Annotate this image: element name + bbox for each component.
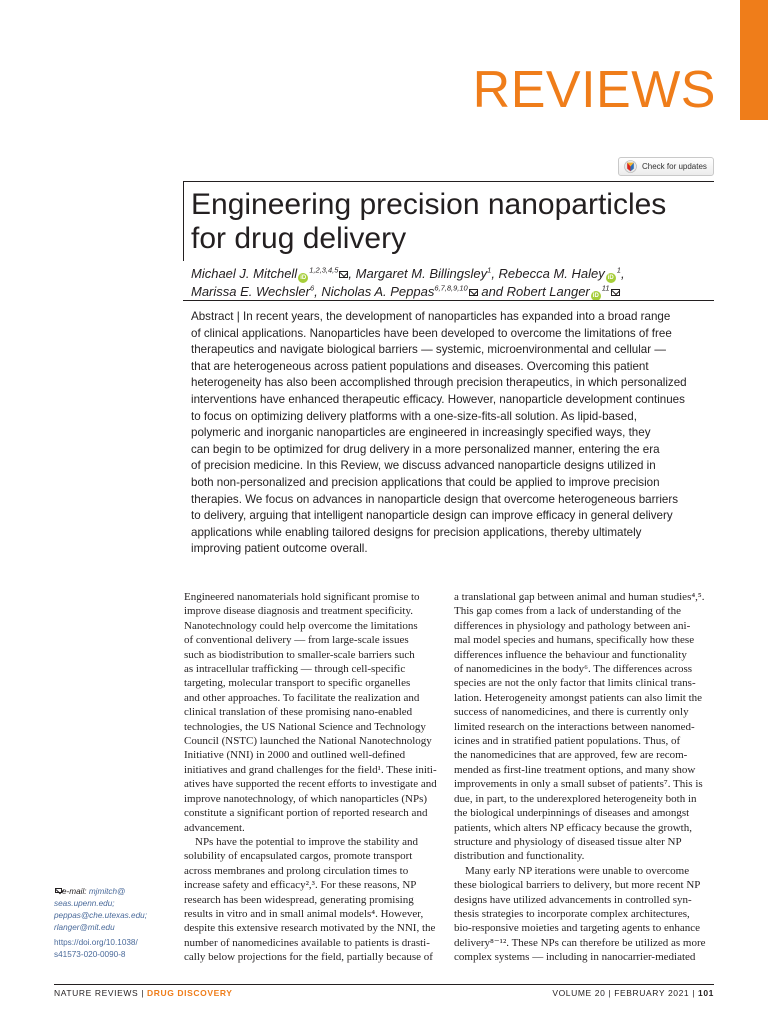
email-icon (55, 888, 62, 893)
check-for-updates-label: Check for updates (642, 162, 707, 171)
section-color-tab (740, 0, 768, 120)
footer-divider (54, 984, 714, 985)
footer-divider-mark: | (608, 988, 612, 998)
abstract-line: polymeric and inorganic nanoparticles are engineered in increasingly specified ways, they (191, 426, 651, 440)
body-line: distribution and functionality. (454, 850, 585, 863)
abstract-text: In recent years, the development of nanoparticles has expanded into a broad range (243, 310, 671, 323)
body-line: and other approaches. To facilitate the realization and (184, 691, 420, 704)
body-line: atives have supported the recent efforts to investigate and (184, 778, 437, 791)
author-name[interactable]: Robert Langer (506, 284, 590, 299)
body-line: research has been widespread, generating promising (184, 893, 414, 906)
abstract-line: both non-personalized and precision applications that could be applied to improve precision (191, 475, 660, 489)
orcid-icon[interactable]: iD (607, 275, 614, 281)
email-icon[interactable] (611, 289, 620, 296)
body-line: mended as first-line treatment options, and many show (454, 763, 696, 776)
issue-date: FEBRUARY 2021 (614, 988, 690, 998)
body-line: clinical translation of these promising nano-enabled (184, 706, 413, 719)
abstract-line: of clinical applications. Nanoparticles have been developed to overcome the limitations of free (191, 326, 672, 340)
abstract-line: of precision medicine. In this Review, we discuss advanced nanoparticle designs utilized in (191, 459, 656, 473)
orcid-icon[interactable]: iD (592, 293, 599, 299)
body-line: solubility of encapsulated cargos, promote transport (184, 850, 413, 863)
issue-footer (552, 988, 714, 998)
author-name[interactable]: Michael J. Mitchell (191, 266, 298, 281)
title-line-2: for drug delivery (191, 222, 407, 255)
body-line: bio-responsive moieties and targeting agents to enhance (454, 922, 701, 935)
email-icon[interactable] (469, 289, 478, 296)
body-line: limited research on the interactions between nanomed- (454, 720, 695, 733)
email-link[interactable]: mjmitch@ (88, 887, 126, 896)
author-affiliation: 1 (487, 265, 492, 275)
body-line: icines and in stratified patient populations. Thus, of (454, 735, 681, 748)
body-line: designs have utilized advancements in controlled syn- (454, 893, 692, 906)
author-separator: and (477, 284, 507, 299)
volume: VOLUME 20 (552, 988, 606, 998)
author-name[interactable]: Marissa E. Wechsler (191, 284, 310, 299)
body-line: mal model species and humans, specifically how these (454, 634, 695, 647)
body-line: results in vitro and in small animal models⁴. However, (184, 907, 424, 920)
author-affiliation: 6,7,8,9,10 (434, 283, 468, 293)
body-line: cally below projections for the field, partially because of (184, 951, 433, 964)
author-affiliation: 1,2,3,4,5 (309, 265, 339, 275)
body-line: due, in part, to the underexplored heterogeneity both in (454, 792, 697, 805)
body-line: targeting, molecular transport to specific organelles (184, 677, 411, 690)
article-title (191, 188, 711, 256)
body-line: NPs have the potential to improve the stability and (184, 835, 419, 848)
body-line: the nanomedicines that are approved, few are recom- (454, 749, 688, 762)
body-line: Initiative (NNI) in 2000 and outlined well-defined (184, 749, 406, 762)
body-line: improvements in only a small subset of patients⁷. This is (454, 778, 703, 791)
body-line: improve nanotechnology, of which nanoparticles (NPs) (184, 792, 428, 805)
body-line: advancement. (184, 821, 245, 834)
abstract-line: heterogeneity has also been accomplished through precision therapeutics, in which personalized (191, 376, 687, 390)
author-separator: , (348, 266, 356, 281)
body-line: a translational gap between animal and human studies⁴,⁵. (454, 591, 705, 603)
body-column-left (184, 590, 444, 965)
body-line: of conventional delivery — from large-scale issues (184, 634, 409, 647)
footer-divider-mark: | (141, 988, 145, 998)
correspondence-note (54, 886, 174, 961)
body-line: Nanotechnology could help overcome the limitations (184, 619, 418, 632)
body-line: complex systems — including in nanocarrier-mediated (454, 951, 696, 964)
abstract-line: improving patient outcome overall. (191, 542, 368, 556)
abstract-line: therapeutics and navigate biological barriers — systemic, microenvironmental and cellular — (191, 343, 666, 357)
author-affiliation: 11 (601, 283, 610, 293)
email-link[interactable]: seas.upenn.edu; (54, 899, 115, 908)
author-affiliation: 6 (309, 283, 315, 293)
body-line: lation. Heterogeneity amongst patients can also limit the (454, 691, 703, 704)
footer-divider-mark: | (692, 988, 696, 998)
section-title: REVIEWS (472, 61, 716, 119)
email-link[interactable]: rlanger@mit.edu (54, 923, 115, 932)
body-line: This gap comes from a lack of understanding of the (454, 605, 681, 618)
body-line: constitute a significant portion of reported research and (184, 807, 428, 820)
body-line: these biological barriers to delivery, but more recent NP (454, 879, 701, 892)
body-line: initiatives and grand challenges for the field¹. These initi- (184, 763, 437, 776)
body-line: increase safety and efficacy²,³. For these reasons, NP (184, 879, 417, 892)
body-line: differences in physiology and pathology between ani- (454, 619, 691, 632)
check-for-updates-button[interactable] (618, 157, 714, 176)
author-name[interactable]: Rebecca M. Haley (498, 266, 605, 281)
author-separator: , (491, 266, 499, 281)
author-affiliation: 1 (616, 265, 621, 275)
email-link[interactable]: peppas@che.utexas.edu; (54, 911, 147, 920)
body-line: despite this extensive research motivated by the NNI, the (184, 922, 436, 935)
abstract-divider (183, 300, 714, 301)
body-column-right (454, 590, 714, 965)
journal-footer (54, 988, 233, 998)
crossmark-icon (624, 160, 637, 173)
body-line: number of nanomedicines available to patients is drasti- (184, 936, 430, 949)
abstract-line: to delivery, arguing that intelligent nanoparticle design can improve efficacy in general delivery (191, 509, 673, 523)
body-line: delivery⁸⁻¹². These NPs can therefore be utilized as more (454, 936, 706, 949)
body-line: the biological underpinnings of diseases and amongst (454, 807, 690, 820)
body-line: patients, which alters NP efficacy because the growth, (454, 821, 692, 834)
email-icon[interactable] (339, 271, 348, 278)
abstract-line: applications while enabling tailored designs for precision applications, thereby ultimately (191, 525, 642, 539)
body-line: thesis strategies to incorporate complex architectures, (454, 907, 690, 920)
author-name[interactable]: Margaret M. Billingsley (355, 266, 488, 281)
body-line: species are not the only factor that limits clinical trans- (454, 677, 696, 690)
doi-link[interactable] (54, 937, 174, 961)
body-line: success of nanomedicines, and there is currently only (454, 706, 689, 719)
abstract-line: interventions have enhanced therapeutic efficacy. However, nanoparticle development continues (191, 392, 685, 406)
abstract-line: therapies. We focus on advances in nanoparticle design that overcome heterogeneous barriers (191, 492, 679, 506)
author-list (191, 265, 713, 301)
body-line: across membranes and prolong circulation times to (184, 864, 409, 877)
body-line: Engineered nanomaterials hold significant promise to (184, 591, 420, 603)
title-line-1: Engineering precision nanoparticles (191, 188, 667, 221)
page-number: 101 (698, 988, 714, 998)
body-line: of nanomedicines in the body⁶. The differences across (454, 663, 693, 676)
body-line: differences influence the behaviour and functionality (454, 648, 687, 661)
body-line: technologies, the US National Science and Technology (184, 720, 426, 733)
journal-name: NATURE REVIEWS (54, 988, 139, 998)
abstract-label: Abstract (191, 310, 234, 323)
body-line: Council (NSTC) launched the National Nanotechnology (184, 735, 432, 748)
abstract-line: can begin to be optimized for drug delivery in a more personalized manner, entering the era (191, 442, 660, 456)
abstract-line-first: Abstract | In recent years, the development of nanoparticles has expanded into a broad range (191, 310, 671, 323)
abstract (191, 309, 716, 558)
body-line: as intracellular trafficking — through cell-specific (184, 663, 406, 676)
author-separator: , (620, 266, 625, 281)
body-line: such as biodistribution to smaller-scale barriers such (184, 648, 415, 661)
body-line: improve disease diagnosis and treatment specificity. (184, 605, 413, 618)
orcid-icon[interactable]: iD (300, 275, 307, 281)
email-label: e-mail: (62, 887, 87, 896)
body-line: Many early NP iterations were unable to overcome (454, 864, 690, 877)
abstract-line: that are heterogeneous across patient populations and diseases. Overcoming this patient (191, 359, 649, 373)
body-line: structure and physiology of diseased tissue alter NP (454, 835, 682, 848)
journal-section: DRUG DISCOVERY (147, 988, 233, 998)
author-name[interactable]: Nicholas A. Peppas (321, 284, 435, 299)
doi-line: https://doi.org/10.1038/ (54, 938, 138, 947)
abstract-line: to focus on optimizing delivery platforms with a one-size-fits-all solution. As lipid-based, (191, 409, 637, 423)
author-separator: , (314, 284, 322, 299)
doi-line: s41573-020-0090-8 (54, 950, 126, 959)
